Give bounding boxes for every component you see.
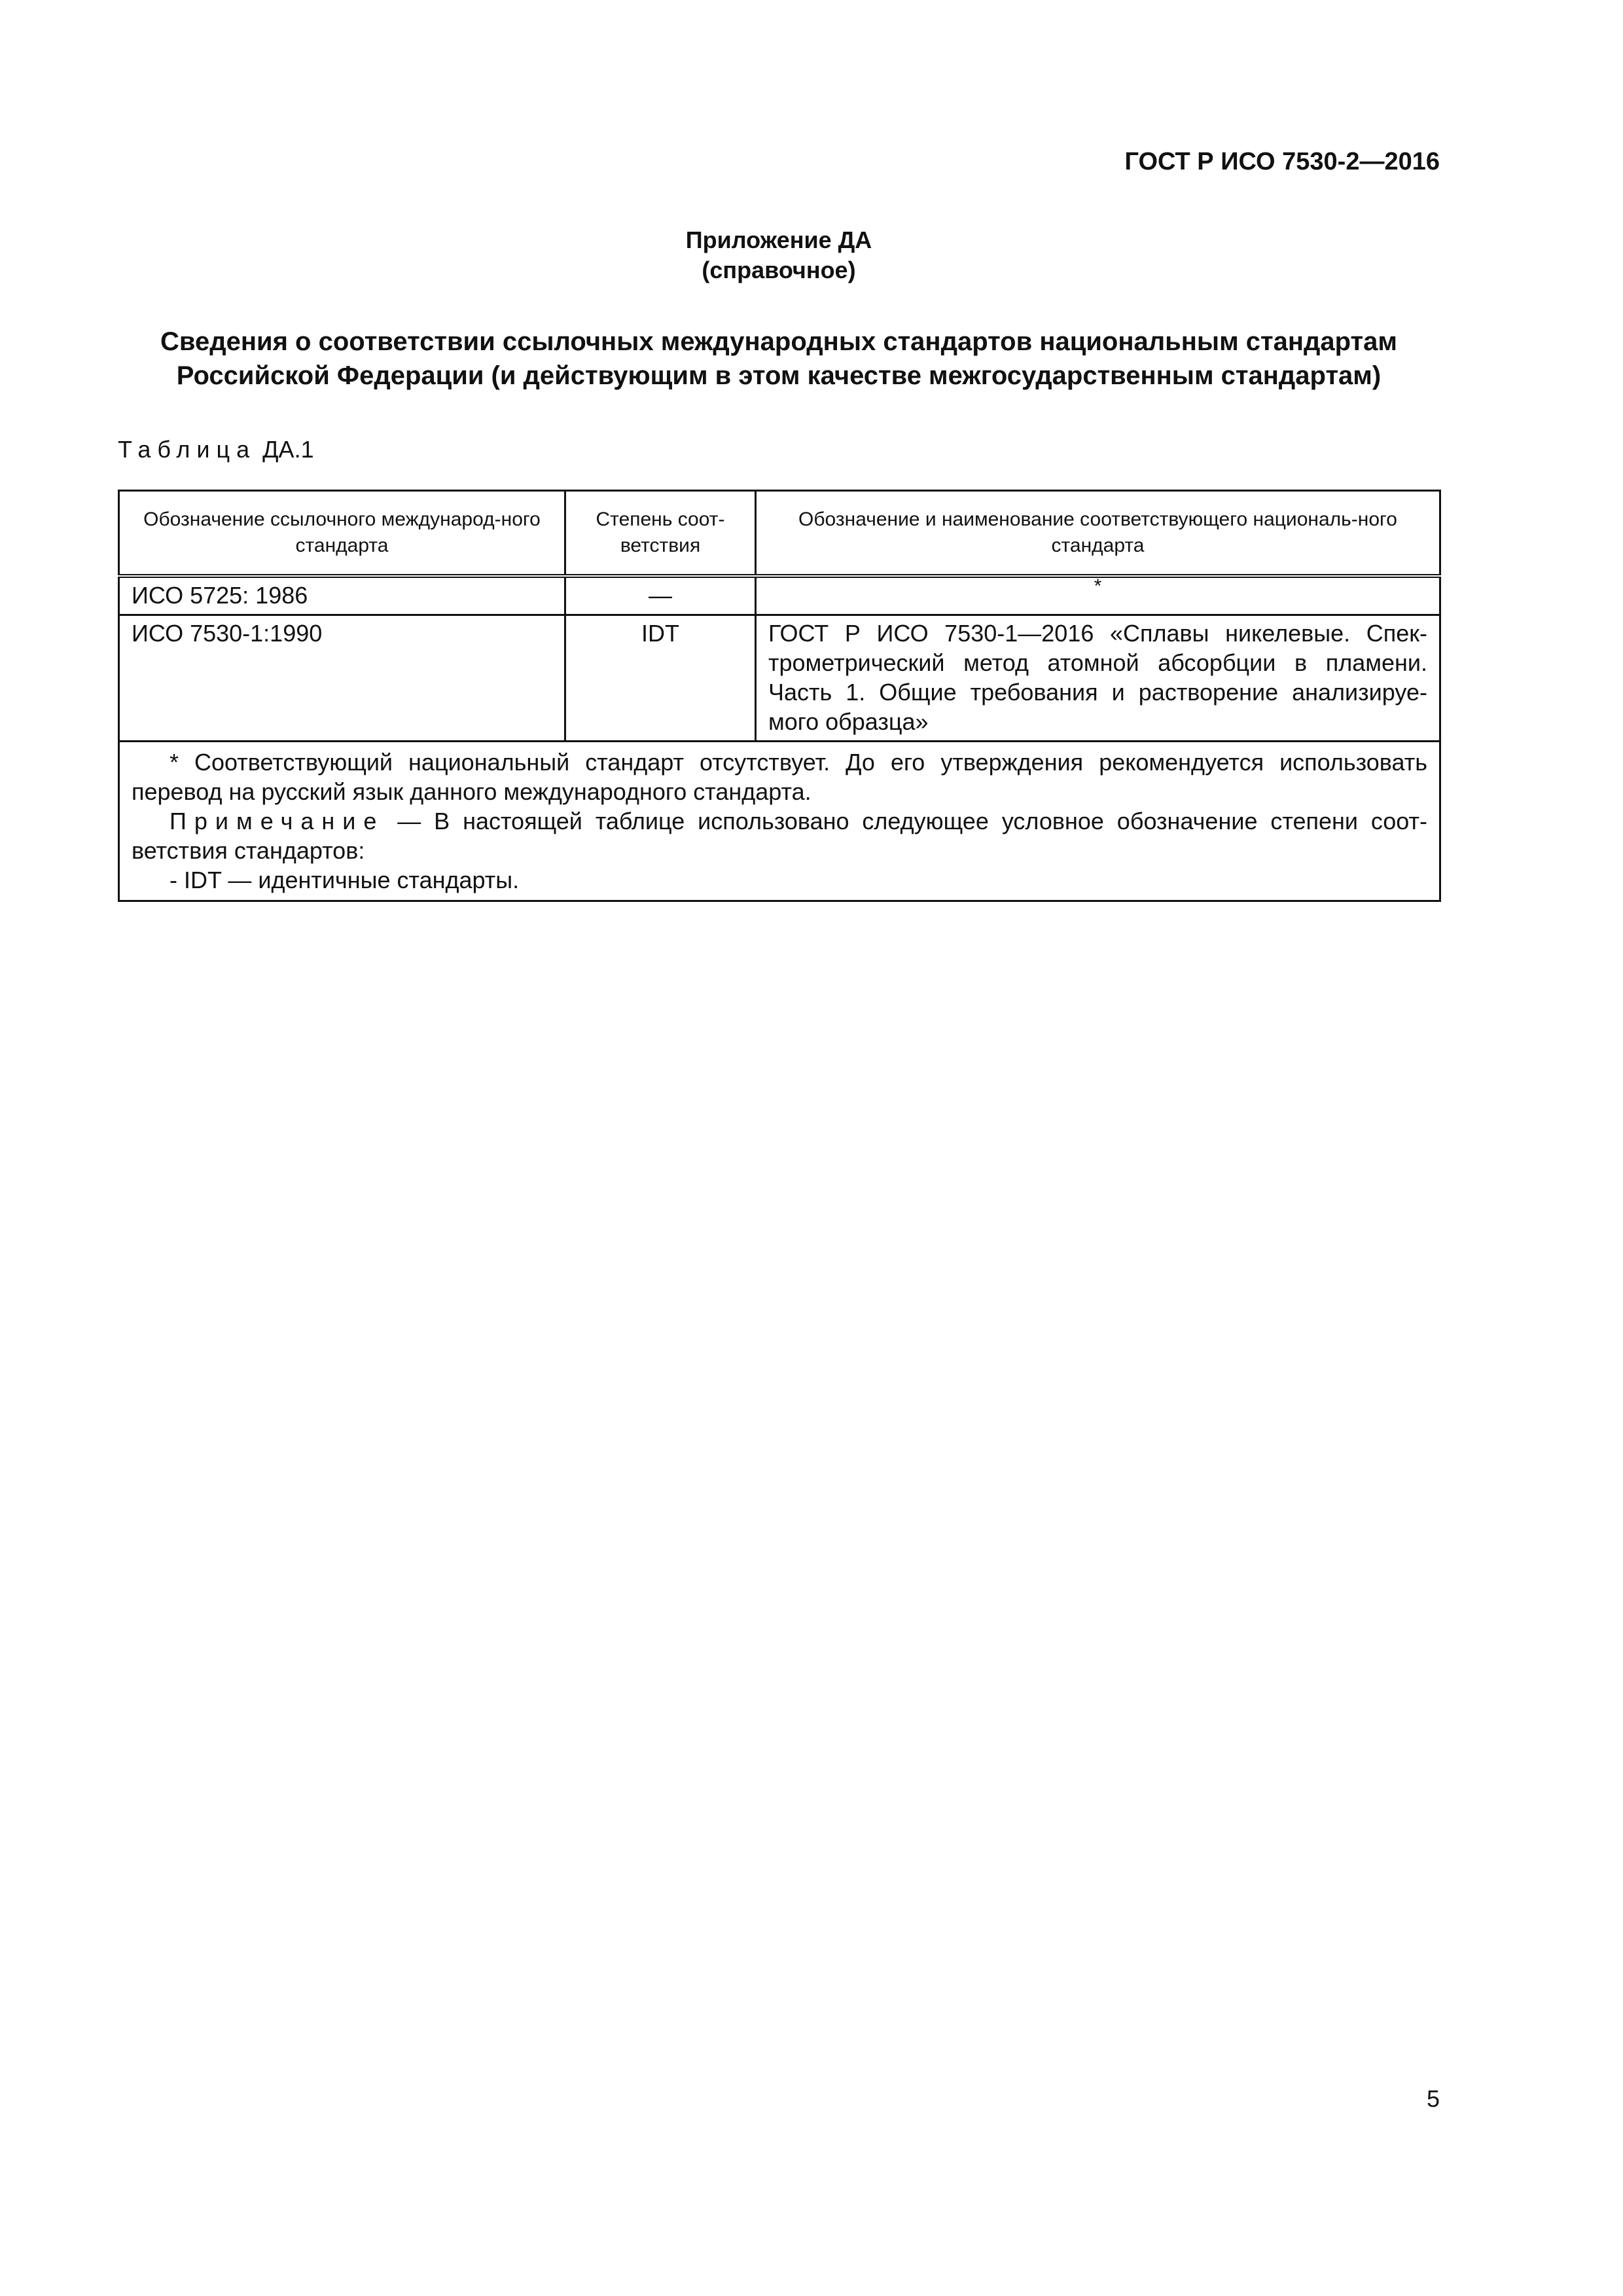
table-row <box>119 576 1440 615</box>
section-title-line-2: Российской Федерации (и действующим в этом качестве межгосударственным стандартам) <box>176 361 1382 390</box>
appendix-heading <box>0 225 1558 285</box>
section-title <box>118 325 1440 393</box>
note-text: — В настоящей таблице использовано следующее условное обозначение степени соот-ветствия стандартов: <box>132 808 1427 864</box>
table-header-row <box>119 491 1440 577</box>
appendix-title: Приложение ДА <box>685 226 872 253</box>
note-item: - IDT — идентичные стандарты. <box>169 867 520 893</box>
section-title-line-1: Сведения о соответствии ссылочных международных стандартов национальным стандартам <box>160 327 1397 356</box>
row-2-national: ГОСТ Р ИСО 7530-1—2016 «Сплавы никелевые. Спек-трометрический метод атомной абсорбции в пламени. Часть 1. Общие требования и растворение анализируе-мого образца» <box>756 615 1440 742</box>
row-2-degree: IDT <box>565 615 756 742</box>
table-label-word: Таблица <box>118 436 257 463</box>
row-1-national-mark: * <box>1094 575 1102 597</box>
footnote-text: * Соответствующий национальный стандарт отсутствует. До его утверждения рекомендуется использовать перевод на русский язык данного международного стандарта. <box>132 749 1427 805</box>
row-1-degree: — <box>565 576 756 615</box>
document-code: ГОСТ Р ИСО 7530-2—2016 <box>1124 148 1440 175</box>
table-footnote-row <box>119 742 1440 901</box>
page-number: 5 <box>1426 2085 1440 2112</box>
standards-table <box>118 490 1441 902</box>
row-1-national <box>756 576 1440 615</box>
header-degree: Степень соот-ветствия <box>565 491 756 577</box>
header-reference-standard: Обозначение ссылочного международ-ного стандарта <box>119 491 565 577</box>
table-row <box>119 615 1440 742</box>
note-paragraph <box>132 806 1427 865</box>
table-label <box>118 436 314 463</box>
row-1-reference: ИСО 5725: 1986 <box>119 576 565 615</box>
table-label-number: ДА.1 <box>262 436 314 463</box>
row-2-reference: ИСО 7530-1:1990 <box>119 615 565 742</box>
header-national-standard: Обозначение и наименование соответствующего националь-ного стандарта <box>756 491 1440 577</box>
note-label: Примечание <box>169 808 385 834</box>
appendix-subtitle: (справочное) <box>702 257 856 283</box>
table-footnote-cell <box>119 742 1440 901</box>
